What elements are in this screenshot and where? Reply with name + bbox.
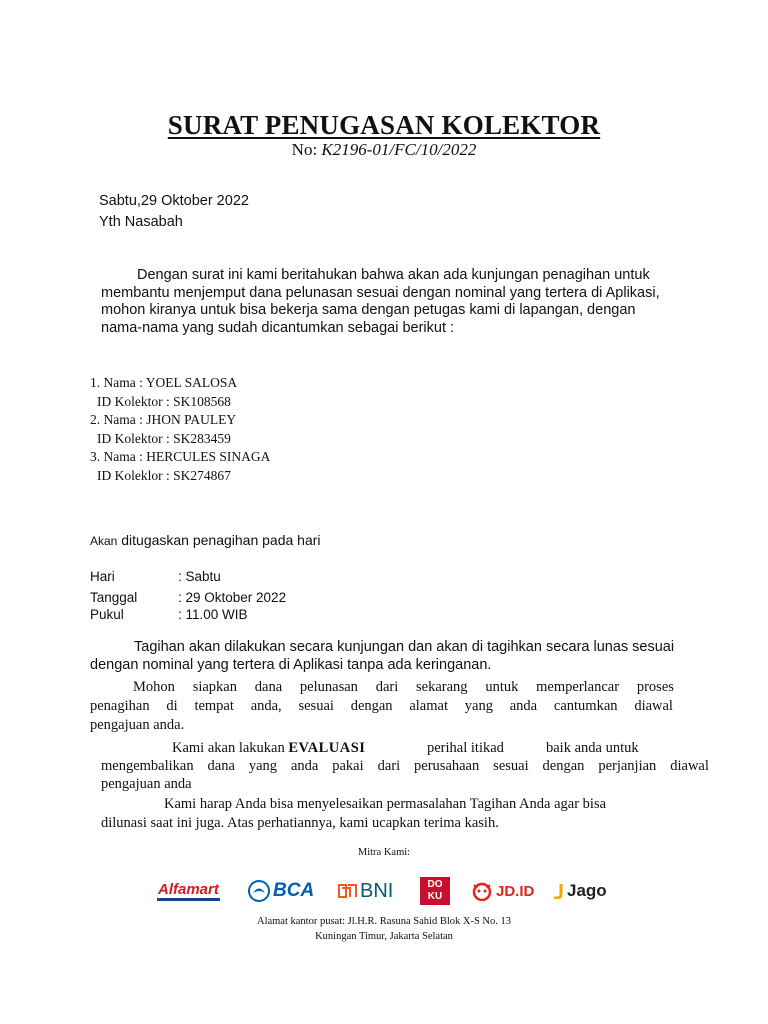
doku-text-bottom: KU [427,891,443,902]
word: dari [377,758,401,774]
word: anda, [250,698,282,714]
jdid-wordmark: JD.ID [496,882,535,900]
paragraph3-line-1c: baik anda untuk [546,740,639,756]
paragraph2-line-2 [90,698,673,715]
word: anda [290,758,319,774]
word: penagihan [90,698,150,714]
alfamart-wordmark: Alfamart [157,882,220,901]
paragraph1-line-2: dengan nominal yang tertera di Aplikasi tanpa ada keringanan. [90,657,492,673]
word: Mohon [133,679,175,695]
word: diawal [634,698,673,714]
word: proses [636,679,674,695]
paragraph2-line-3: pengajuan anda. [90,717,185,733]
evaluation-emphasis: EVALUASI [288,740,366,756]
doku-badge [420,877,450,905]
word: di [166,698,178,714]
collector-2-id: ID Kolektor : SK283459 [97,431,231,446]
assignment-date-label: Tanggal [90,590,138,605]
word: sesuai [298,698,334,714]
paragraph2-line-1 [133,679,674,696]
word: anda [509,698,538,714]
collector-1-id: ID Kolektor : SK108568 [97,394,231,409]
bni-logo [338,876,393,906]
collector-3-id: ID Koleklor : SK274867 [97,468,231,483]
partners-label: Mitra Kami: [357,847,411,858]
word: dengan [542,758,585,774]
assignment-day-label: Hari [90,569,115,584]
assignment-intro [90,532,321,548]
letter-number [0,140,768,160]
collector-1-name: 1. Nama : YOEL SALOSA [90,375,238,390]
assignment-time-label: Pukul [90,607,124,622]
word: sekarang [416,679,468,695]
word: diawal [670,758,709,774]
office-address-line-1: Alamat kantor pusat: Jl.H.R. Rasuna Sahid Blok X-S No. 13 [256,916,512,927]
assignment-text: ditugaskan penagihan pada hari [117,532,321,548]
collector-2-name: 2. Nama : JHON PAULEY [90,412,237,427]
paragraph3-line-1a [172,740,365,757]
paragraph1-line-1: Tagihan akan dilakukan secara kunjungan dan akan di tagihkan secara lunas sesuai [134,639,675,655]
word: alamat [409,698,448,714]
assignment-day-value: : Sabtu [178,569,221,584]
jago-logo [553,876,607,906]
office-address-line-2: Kuningan Timur, Jakarta Selatan [315,931,453,942]
paragraph3-line-3: pengajuan anda [101,776,192,792]
jago-wordmark: Jago [567,881,607,900]
paragraph4-line-1: Kami harap Anda bisa menyelesaikan permasalahan Tagihan Anda agar bisa [164,796,607,812]
word: dana [207,758,235,774]
word: dana [254,679,283,695]
word: dari [375,679,399,695]
word: cantumkan [553,698,618,714]
word: perjanjian [598,758,657,774]
word: yang [248,758,278,774]
bni-wordmark: BNI [360,879,394,902]
paragraph3-line-1b: perihal itikad [427,740,504,756]
letter-number-label: No: [291,140,322,159]
intro-line-1: Dengan surat ini kami beritahukan bahwa akan ada kunjungan penagihan untuk [137,267,650,283]
letter-number-value: K2196-01/FC/10/2022 [321,140,477,159]
doku-logo [420,877,450,905]
word: mengembalikan [101,758,194,774]
jdid-logo [471,876,534,906]
assignment-prefix: Akan [90,534,118,548]
word: pelunasan [299,679,358,695]
bca-wordmark: BCA [273,880,315,901]
bca-emblem-icon [248,880,270,902]
paragraph3-line-2 [101,758,709,775]
paragraph3-text: Kami akan lakukan [172,740,289,756]
doku-text-top: DO [427,879,443,890]
word: memperlancar [536,679,620,695]
word: dengan [350,698,393,714]
word: pakai [332,758,364,774]
collector-3-name: 3. Nama : HERCULES SINAGA [90,449,271,464]
intro-line-2: membantu menjemput dana pelunasan sesuai dengan nominal yang tertera di Aplikasi, [101,285,660,301]
word: perusahaan [414,758,480,774]
alfamart-logo [157,876,220,906]
word: tempat [194,698,234,714]
word: siapkan [192,679,237,695]
letter-recipient: Yth Nasabah [99,214,183,230]
word: yang [464,698,493,714]
assignment-date-value: : 29 Oktober 2022 [178,590,287,605]
intro-line-3: mohon kiranya untuk bisa bekerja sama dengan petugas kami di lapangan, dengan [101,302,636,318]
letter-date: Sabtu,29 Oktober 2022 [99,193,249,209]
letter-title: SURAT PENUGASAN KOLEKTOR [167,110,601,140]
word: sesuai [493,758,529,774]
jd-dog-icon [471,881,493,901]
assignment-time-value: : 11.00 WIB [178,607,248,622]
word: untuk [485,679,519,695]
paragraph4-line-2: dilunasi saat ini juga. Atas perhatiannya, kami ucapkan terima kasih. [101,815,499,831]
bni-emblem-icon [338,882,358,900]
intro-line-4: nama-nama yang sudah dicantumkan sebagai berikut : [101,320,455,336]
jago-emblem-icon [553,883,565,899]
bca-logo [248,876,314,906]
